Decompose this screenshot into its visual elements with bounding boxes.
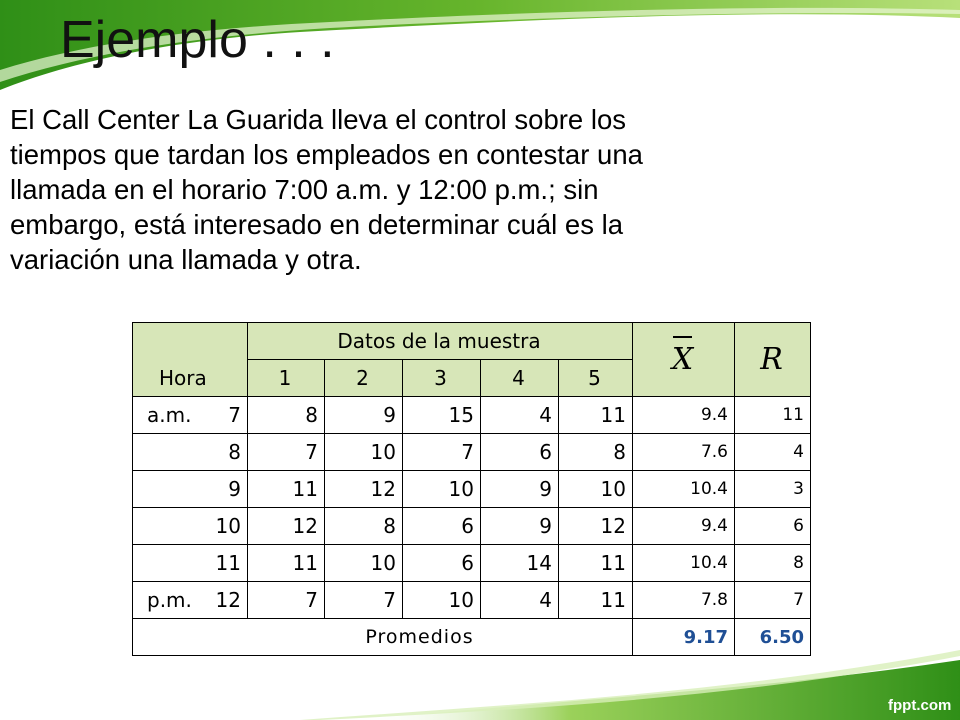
range-cell: 6: [735, 508, 811, 545]
datos-muestra-header: Datos de la muestra: [248, 323, 633, 360]
xbar-cell: 10.4: [633, 545, 735, 582]
sample-cell: 4: [481, 582, 559, 619]
slide-title: Ejemplo . . .: [60, 11, 335, 69]
xbar-header: [633, 323, 735, 397]
promedios-row: [133, 619, 811, 656]
sample-cell: 10: [325, 434, 403, 471]
sample-cell: 6: [403, 545, 481, 582]
hour-cell: [133, 582, 248, 619]
sample-cell: 12: [559, 508, 633, 545]
body-line-4: embargo, está interesado en determinar cuál es la: [10, 209, 623, 240]
body-line-5: variación una llamada y otra.: [10, 244, 362, 275]
sample-cell: 11: [559, 545, 633, 582]
body-line-3: llamada en el horario 7:00 a.m. y 12:00 p.m.; sin: [10, 174, 599, 205]
sample-cell: 8: [325, 508, 403, 545]
sample-header-1: 1: [248, 360, 325, 397]
table-row: [133, 545, 811, 582]
range-cell: 7: [735, 582, 811, 619]
sample-cell: 6: [403, 508, 481, 545]
hour-value: 9: [228, 477, 241, 501]
hour-value: 12: [215, 588, 241, 612]
xbar-cell: 10.4: [633, 471, 735, 508]
hour-cell: [133, 434, 248, 471]
sample-cell: 15: [403, 397, 481, 434]
table-row: [133, 397, 811, 434]
sample-cell: 7: [248, 582, 325, 619]
hour-period: [137, 551, 147, 575]
sample-cell: 9: [481, 471, 559, 508]
sample-cell: 12: [325, 471, 403, 508]
hour-cell: [133, 471, 248, 508]
sample-cell: 7: [248, 434, 325, 471]
sample-cell: 7: [325, 582, 403, 619]
promedio-range: 6.50: [735, 619, 811, 656]
sample-header-3: 3: [403, 360, 481, 397]
sample-cell: 4: [481, 397, 559, 434]
hour-cell: [133, 508, 248, 545]
range-cell: 3: [735, 471, 811, 508]
hour-cell: [133, 397, 248, 434]
xbar-symbol: X: [671, 342, 694, 377]
hour-value: 11: [215, 551, 241, 575]
slide-body-text: [10, 102, 890, 277]
sample-cell: 11: [248, 471, 325, 508]
sample-cell: 6: [481, 434, 559, 471]
sample-cell: 10: [403, 582, 481, 619]
body-line-1: El Call Center La Guarida lleva el control sobre los: [10, 104, 626, 135]
sample-cell: 10: [559, 471, 633, 508]
sample-header-4: 4: [481, 360, 559, 397]
fppt-logo: fppt.com: [888, 697, 952, 714]
hour-period: a.m.: [147, 403, 192, 427]
sample-cell: 11: [559, 397, 633, 434]
sample-cell: 11: [559, 582, 633, 619]
sample-cell: 10: [325, 545, 403, 582]
sample-cell: 9: [481, 508, 559, 545]
sample-cell: 9: [325, 397, 403, 434]
hour-value: 10: [215, 514, 241, 538]
promedio-xbar: 9.17: [633, 619, 735, 656]
promedios-label: Promedios: [133, 619, 633, 656]
xbar-cell: 7.8: [633, 582, 735, 619]
sample-cell: 14: [481, 545, 559, 582]
range-cell: 4: [735, 434, 811, 471]
sample-header-2: 2: [325, 360, 403, 397]
hour-value: 7: [228, 403, 241, 427]
sample-cell: 11: [248, 545, 325, 582]
sample-cell: 12: [248, 508, 325, 545]
sample-cell: 10: [403, 471, 481, 508]
body-line-2: tiempos que tardan los empleados en contestar una: [10, 139, 643, 170]
hour-period: [137, 440, 147, 464]
sample-cell: 8: [248, 397, 325, 434]
sample-cell: 7: [403, 434, 481, 471]
range-cell: 8: [735, 545, 811, 582]
sample-header-5: 5: [559, 360, 633, 397]
hour-period: [137, 514, 147, 538]
sample-cell: 8: [559, 434, 633, 471]
xbar-cell: 7.6: [633, 434, 735, 471]
table-row: [133, 434, 811, 471]
table-row: [133, 471, 811, 508]
hora-header: Hora: [133, 323, 248, 397]
xbar-cell: 9.4: [633, 508, 735, 545]
hour-value: 8: [228, 440, 241, 464]
sample-data-table: [132, 322, 811, 656]
hour-period: [137, 477, 147, 501]
xbar-cell: 9.4: [633, 397, 735, 434]
table-row: [133, 508, 811, 545]
hour-cell: [133, 545, 248, 582]
range-cell: 11: [735, 397, 811, 434]
table-row: [133, 582, 811, 619]
range-header: R: [735, 323, 811, 397]
hour-period: p.m.: [147, 588, 192, 612]
